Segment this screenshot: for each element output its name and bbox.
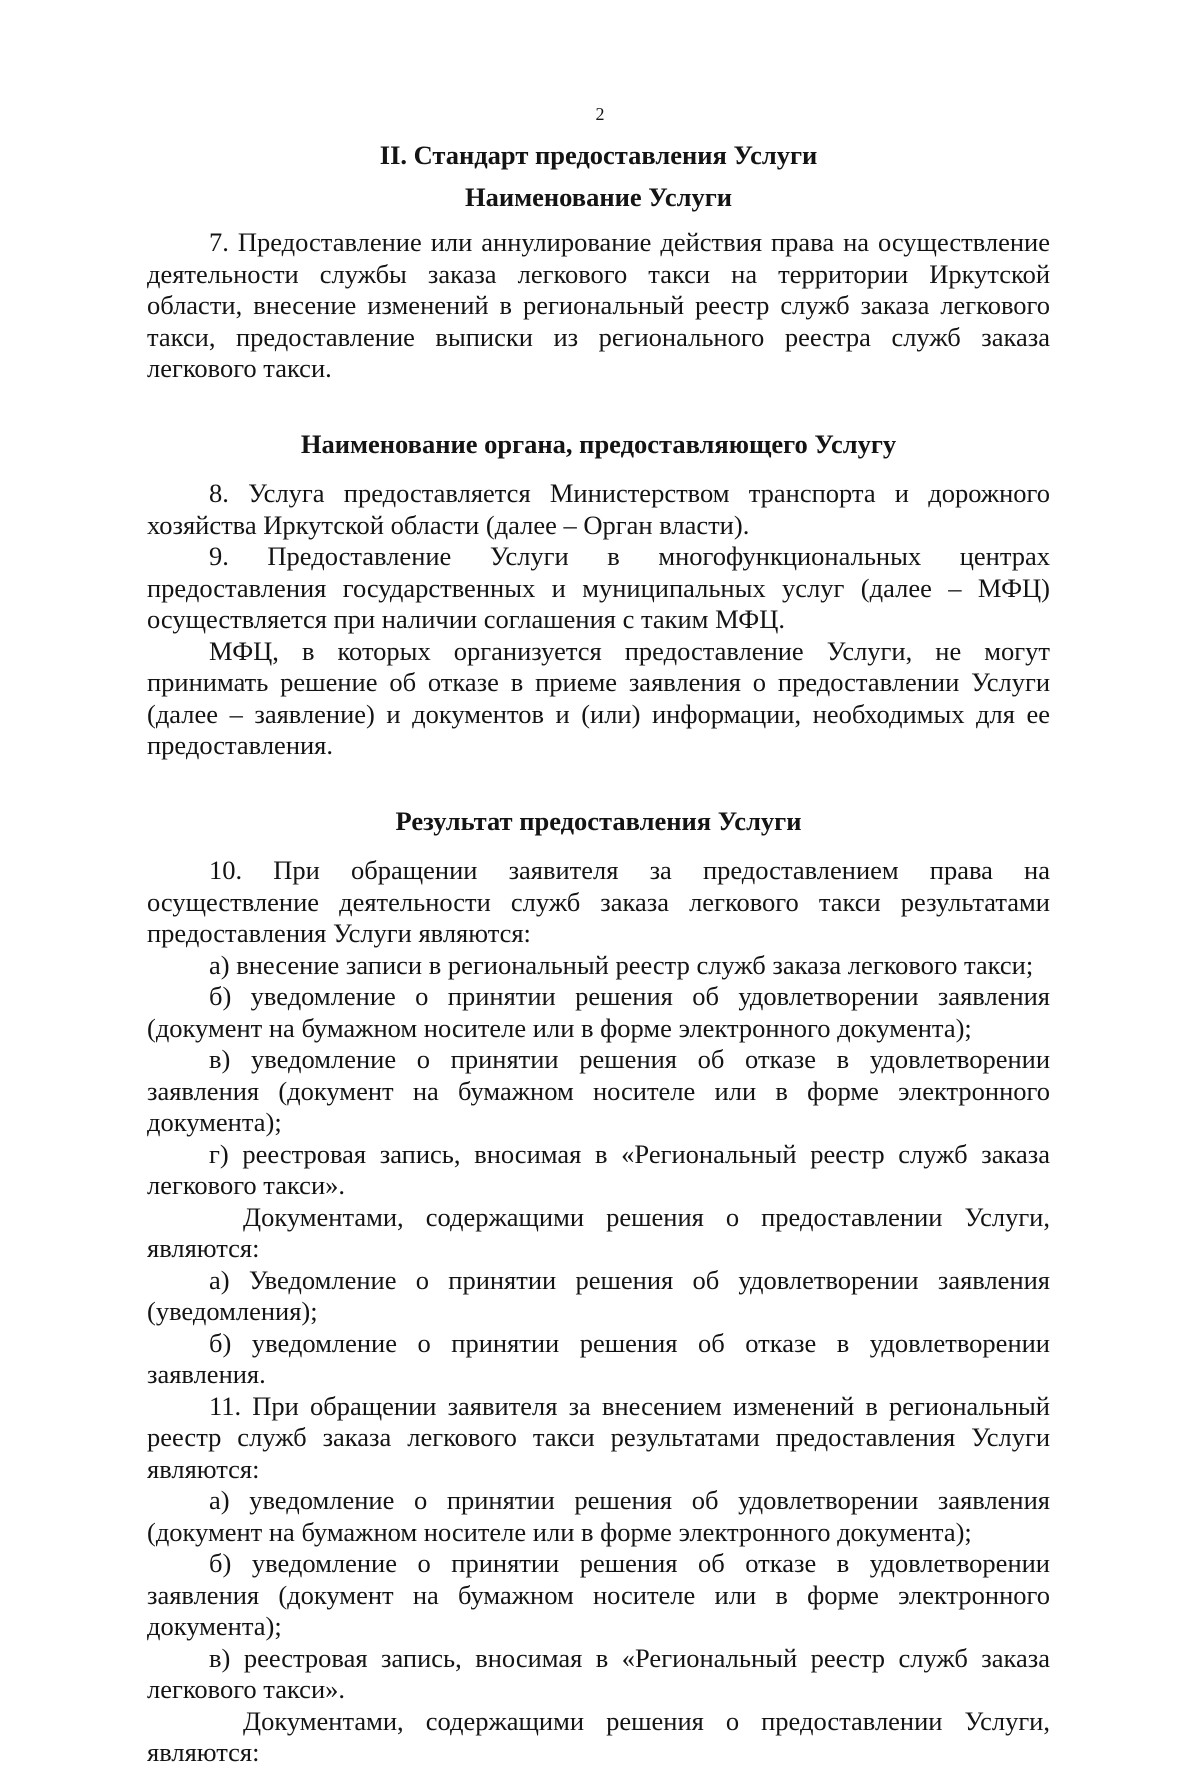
- paragraph-11-item-v: в) реестровая запись, вносимая в «Региональный реестр служб заказа легкового такси».: [147, 1642, 1050, 1704]
- paragraph-10-documents: Документами, содержащими решения о предоставлении Услуги, являются:: [147, 1201, 1050, 1263]
- paragraph-10-documents-item-a: а) Уведомление о принятии решения об удовлетворении заявления (уведомления);: [147, 1264, 1050, 1326]
- heading-service-name: Наименование Услуги: [464, 181, 733, 212]
- paragraph-11: 11. При обращении заявителя за внесением изменений в региональный реестр служб заказа легкового такси результатами предоставления Услуги являются:: [147, 1390, 1050, 1484]
- paragraph-11-documents: Документами, содержащими решения о предоставлении Услуги, являются:: [147, 1705, 1050, 1767]
- paragraph-10-item-b: б) уведомление о принятии решения об удовлетворении заявления (документ на бумажном носителе или в форме электронного документа);: [147, 981, 1050, 1043]
- paragraph-8: 8. Услуга предоставляется Министерством транспорта и дорожного хозяйства Иркутской области (далее – Орган власти).: [147, 478, 1050, 540]
- paragraph-10: 10. При обращении заявителя за предоставлением права на осуществление деятельности служб заказа легкового такси результатами предоставления Услуги являются:: [147, 855, 1050, 948]
- paragraph-10-item-g: г) реестровая запись, вносимая в «Региональный реестр служб заказа легкового такси».: [147, 1138, 1050, 1200]
- document-body: [147, 140, 1050, 1769]
- paragraph-9-mfc: МФЦ, в которых организуется предоставление Услуги, не могут принимать решение об отказе в приеме заявления о предоставлении Услуги (далее – заявление) и документов и (или) информации, необходимых для ее предоставления.: [147, 635, 1050, 760]
- paragraph-10-item-v: в) уведомление о принятии решения об отказе в удовлетворении заявления (документ на бумажном носителе или в форме электронного документа);: [147, 1044, 1050, 1137]
- paragraph-9: 9. Предоставление Услуги в многофункциональных центрах предоставления государственных и муниципальных услуг (далее – МФЦ) осуществляется при наличии соглашения с таким МФЦ.: [147, 541, 1050, 634]
- paragraph-10-documents-item-b: б) уведомление о принятии решения об отказе в удовлетворении заявления.: [147, 1327, 1050, 1389]
- page-number: 2: [595, 104, 605, 124]
- paragraph-11-item-b: б) уведомление о принятии решения об отказе в удовлетворении заявления (документ на бумажном носителе или в форме электронного документа);: [147, 1548, 1050, 1641]
- section-title: II. Стандарт предоставления Услуги: [379, 140, 818, 170]
- paragraph-10-item-a: а) внесение записи в региональный реестр служб заказа легкового такси;: [209, 949, 1034, 980]
- heading-authority-name: Наименование органа, предоставляющего Услугу: [300, 428, 897, 459]
- heading-result: Результат предоставления Услуги: [395, 805, 802, 836]
- paragraph-11-item-a: а) уведомление о принятии решения об удовлетворении заявления (документ на бумажном носителе или в форме электронного документа);: [147, 1485, 1050, 1547]
- paragraph-7: 7. Предоставление или аннулирование действия права на осуществление деятельности службы заказа легкового такси на территории Иркутской области, внесение изменений в региональный реестр служб заказа легкового такси, предоставление выписки из регионального реестра служб заказа легкового такси.: [147, 227, 1050, 383]
